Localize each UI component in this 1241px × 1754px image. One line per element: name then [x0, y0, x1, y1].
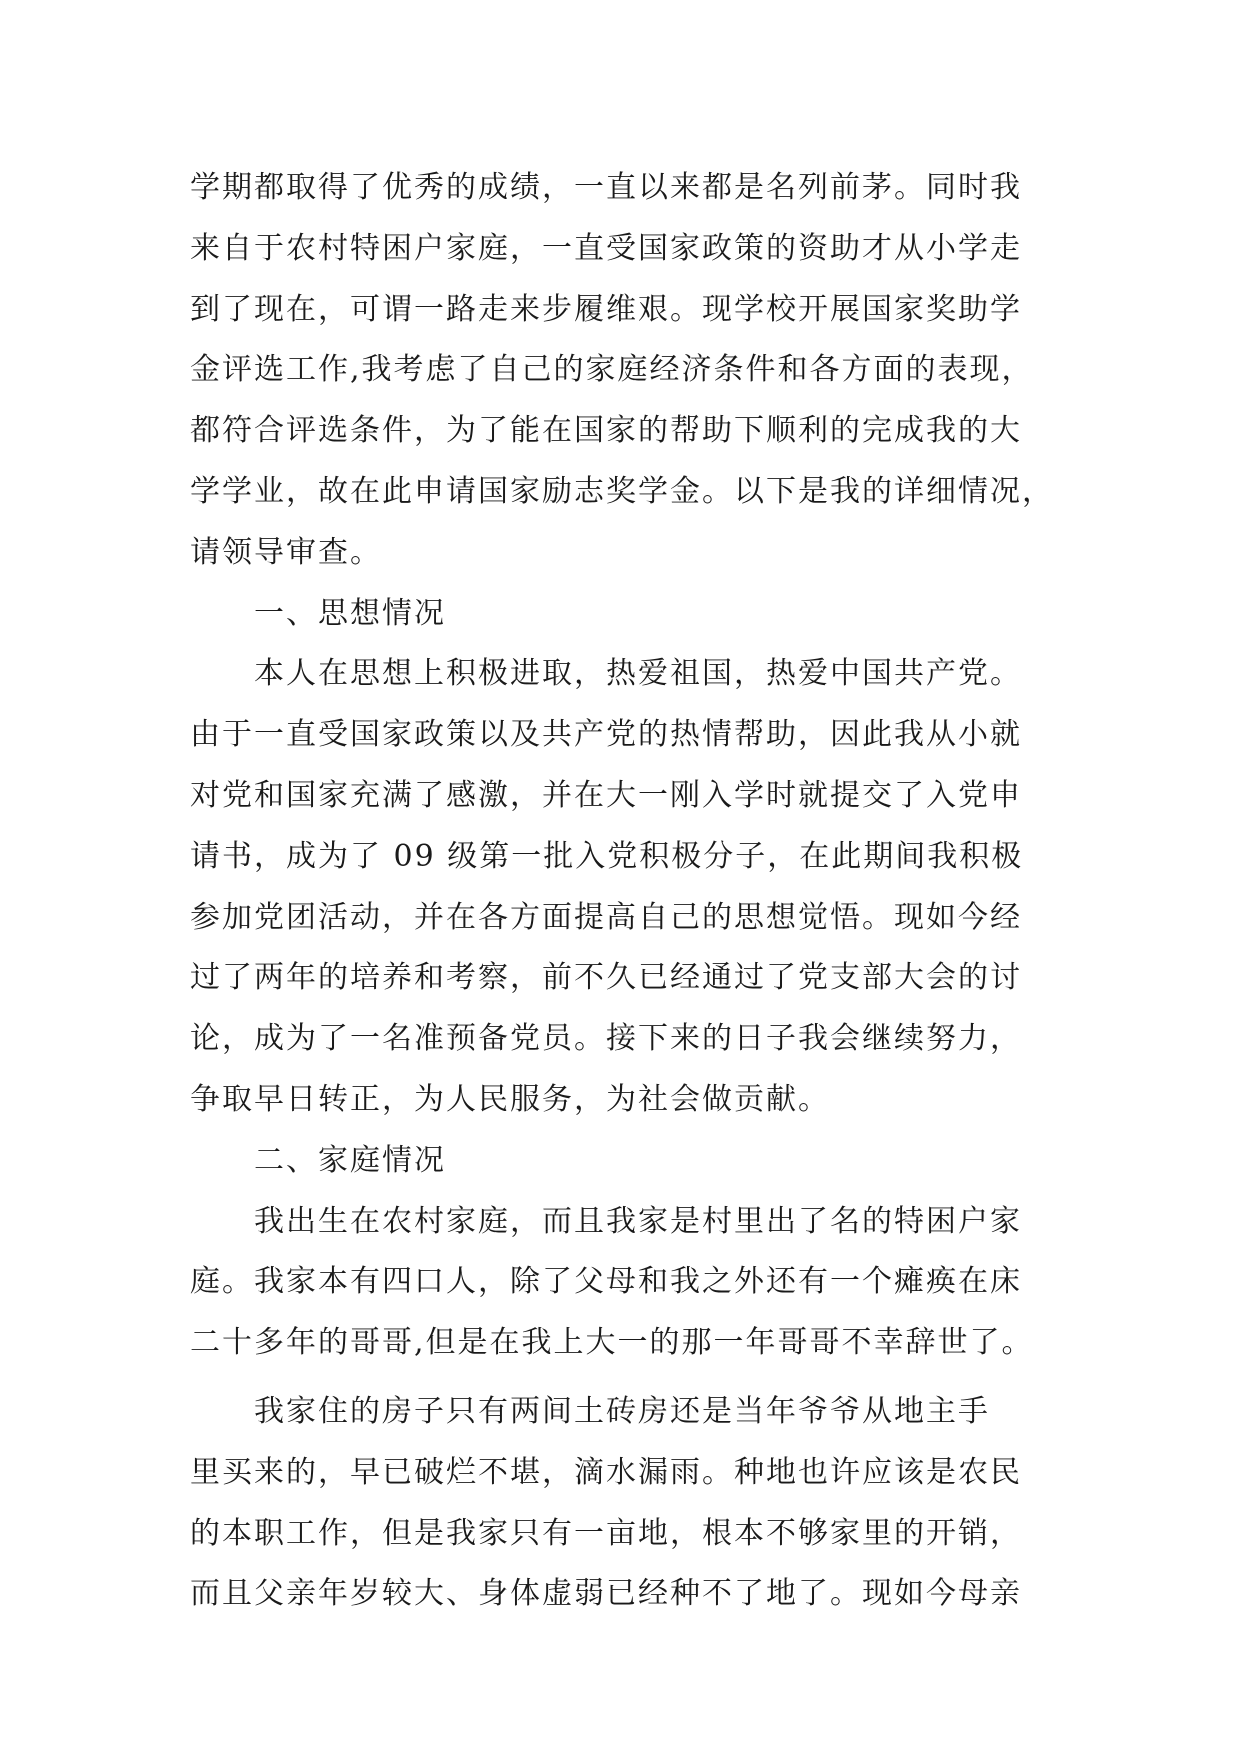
paragraph-start-line: 二、家庭情况 [254, 1142, 446, 1178]
text-line: 请领导审查。 [190, 534, 382, 570]
text-line: 由于一直受国家政策以及共产党的热情帮助，因此我从小就 [190, 717, 1022, 753]
text-line: 对党和国家充满了感激，并在大一刚入学时就提交了入党申 [190, 777, 1022, 813]
text-line: 二十多年的哥哥,但是在我上大一的那一年哥哥不幸辞世了。 [190, 1325, 1034, 1361]
text-line: 过了两年的培养和考察，前不久已经通过了党支部大会的讨 [190, 960, 1022, 996]
text-line: 请书，成为了 09 级第一批入党积极分子，在此期间我积极 [190, 838, 1024, 874]
text-line: 参加党团活动，并在各方面提高自己的思想觉悟。现如今经 [190, 899, 1022, 935]
text-line: 的本职工作，但是我家只有一亩地，根本不够家里的开销， [190, 1515, 1022, 1551]
paragraph-start-line: 我出生在农村家庭，而且我家是村里出了名的特困户家 [254, 1203, 1022, 1239]
text-line: 都符合评选条件，为了能在国家的帮助下顺利的完成我的大 [190, 413, 1022, 449]
text-line: 庭。我家本有四口人，除了父母和我之外还有一个瘫痪在床 [190, 1264, 1022, 1300]
text-line: 学期都取得了优秀的成绩，一直以来都是名列前茅。同时我 [190, 170, 1022, 205]
paragraph-start-line: 本人在思想上积极进取，热爱祖国，热爱中国共产党。 [254, 656, 1022, 692]
text-line: 金评选工作,我考虑了自己的家庭经济条件和各方面的表现， [190, 352, 1034, 388]
text-line: 学学业，故在此申请国家励志奖学金。以下是我的详细情况， [190, 473, 1054, 509]
paragraph-start-line: 一、思想情况 [254, 595, 446, 631]
document-body [190, 158, 1090, 1625]
paragraph-start-line: 我家住的房子只有两间土砖房还是当年爷爷从地主手 [254, 1393, 990, 1429]
text-line: 到了现在，可谓一路走来步履维艰。现学校开展国家奖助学 [190, 291, 1022, 327]
text-line: 来自于农村特困户家庭，一直受国家政策的资助才从小学走 [190, 230, 1022, 266]
text-line: 论，成为了一名准预备党员。接下来的日子我会继续努力， [190, 1021, 1022, 1057]
text-line: 而且父亲年岁较大、身体虚弱已经种不了地了。现如今母亲 [190, 1576, 1022, 1612]
text-line: 里买来的，早已破烂不堪，滴水漏雨。种地也许应该是农民 [190, 1454, 1022, 1490]
text-line: 争取早日转正，为人民服务，为社会做贡献。 [190, 1081, 830, 1117]
